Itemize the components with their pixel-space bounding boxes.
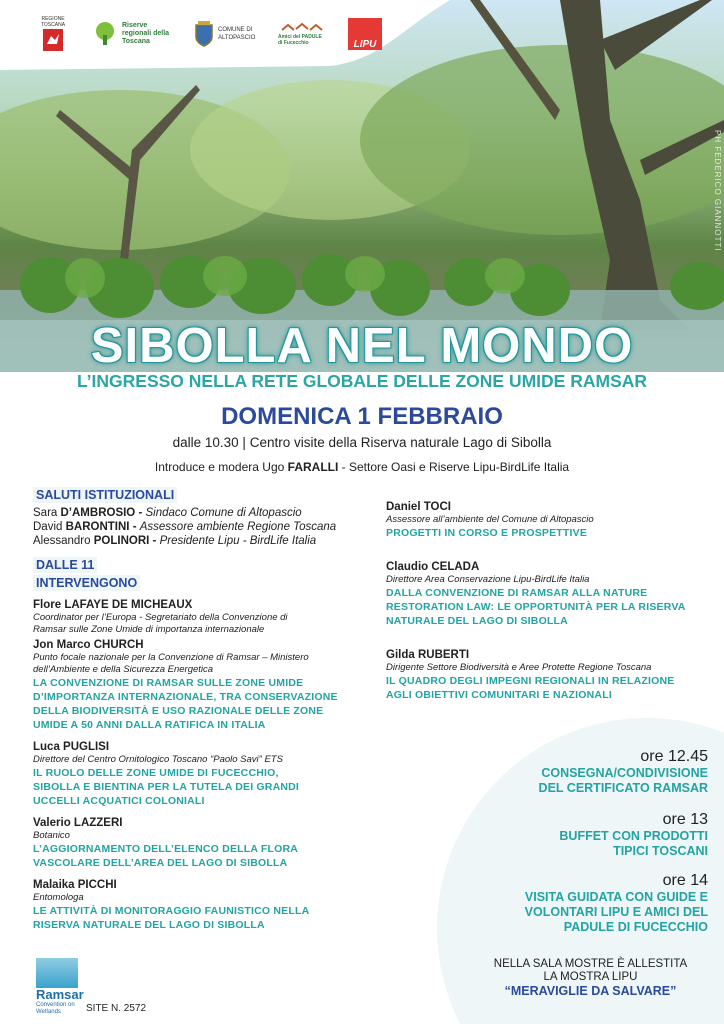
photo-credit: PH FEDERICO GIANNOTTI [713, 130, 722, 252]
schedule-time: ore 14 [662, 872, 708, 889]
dalle11-line1: DALLE 11 [33, 557, 97, 573]
exhibition-note [473, 958, 708, 998]
regione-toscana-logo [38, 16, 68, 52]
saluti-role: Sindaco Comune di Altopascio [145, 507, 302, 519]
program-right-column [386, 500, 711, 702]
speaker [386, 560, 711, 628]
speaker-first-name: Valerio [33, 817, 71, 829]
saluti-row [33, 534, 378, 548]
regione-logo-text: REGIONE TOSCANA [40, 16, 66, 28]
saluti-row [33, 520, 378, 534]
speaker-name [386, 500, 711, 514]
speaker-role: Coordinator per l’Europa - Segretariato della Convenzione di [33, 612, 288, 623]
talk-title: UCCELLI ACQUATICI COLONIALI [33, 795, 205, 807]
speaker-first-name: Jon Marco [33, 639, 91, 651]
speaker-name [33, 740, 378, 754]
talk-title: L’AGGIORNAMENTO DELL’ELENCO DELLA FLORA [33, 843, 299, 855]
talk-title: LE ATTIVITÀ DI MONITORAGGIO FAUNISTICO NELLA [33, 905, 310, 917]
speaker-name [386, 648, 711, 662]
talk-title: NATURALE DEL LAGO DI SIBOLLA [386, 615, 568, 627]
moderator-name: FARALLI [287, 460, 339, 474]
saluti-last-name: D’AMBROSIO - [60, 507, 143, 519]
speaker [33, 816, 378, 870]
speaker-role: Ramsar sulle Zone Umide di importanza internazionale [33, 624, 265, 635]
speaker [33, 878, 378, 932]
dalle11-heading [33, 556, 378, 592]
saluti-role: Presidente Lipu - BirdLife Italia [159, 535, 317, 547]
talk-title: SIBOLLA E BIENTINA PER LA TUTELA DEI GRANDI [33, 781, 300, 793]
riserve-logo-text: Riserve regionali della Toscana [122, 22, 170, 45]
speaker-last-name: RUBERTI [417, 649, 470, 661]
speaker-last-name: CHURCH [93, 639, 144, 651]
talk-title: DALLA CONVENZIONE DI RAMSAR ALLA NATURE [386, 587, 648, 599]
speaker-name [33, 638, 378, 652]
moderator-suffix: - Settore Oasi e Riserve Lipu-BirdLife Italia [341, 460, 570, 474]
speaker-role: Botanico [33, 830, 70, 841]
speaker-role: Punto focale nazionale per la Convenzione di Ramsar – Ministero [33, 652, 309, 663]
speaker-role: Entomologa [33, 892, 84, 903]
tree-icon [92, 21, 118, 47]
amici-padule-logo [278, 22, 324, 46]
speaker [33, 638, 378, 732]
speaker-role: Assessore all’ambiente del Comune di Altopascio [386, 514, 594, 525]
talk-title: DELLA BIODIVERSITÀ E USO RAZIONALE DELLE ZONE [33, 705, 324, 717]
talk-title: IL QUADRO DEGLI IMPEGNI REGIONALI IN RELAZIONE [386, 675, 675, 687]
speaker-last-name: PICCHI [77, 879, 117, 891]
lake-photo [0, 0, 724, 372]
exhibition-line2: LA MOSTRA LIPU [543, 971, 638, 983]
speaker [386, 648, 711, 702]
schedule-item [525, 872, 708, 935]
lipu-logo-text: LIPU [353, 39, 377, 50]
birds-icon [278, 22, 324, 34]
speaker-first-name: Luca [33, 741, 60, 753]
speaker [33, 740, 378, 808]
schedule-activity: DEL CERTIFICATO RAMSAR [538, 781, 708, 795]
speaker-role: dell’Ambiente e della Sicurezza Energetica [33, 664, 214, 675]
amici-logo-text: Amici del PADULE di Fucecchio [278, 34, 322, 46]
saluti-list [33, 506, 378, 548]
speaker-last-name: PUGLISI [63, 741, 110, 753]
speaker-first-name: Claudio [386, 561, 429, 573]
speaker-first-name: Gilda [386, 649, 415, 661]
talk-title: VASCOLARE DELL’AREA DEL LAGO DI SIBOLLA [33, 857, 288, 869]
schedule-activity: VOLONTARI LIPU E AMICI DEL [524, 905, 708, 919]
right-speaker-list [386, 500, 711, 702]
event-title: SIBOLLA NEL MONDO [90, 319, 634, 373]
schedule-item [559, 811, 708, 859]
saluti-first-name: Sara [33, 507, 58, 519]
talk-title: UMIDE A 50 ANNI DALLA RATIFICA IN ITALIA [33, 719, 266, 731]
saluti-last-name: BARONTINI - [65, 521, 137, 533]
talk-title: IL RUOLO DELLE ZONE UMIDE DI FUCECCHIO, [33, 767, 279, 779]
speaker-first-name: Daniel [386, 501, 421, 513]
ramsar-small: Convention on Wetlands [36, 1002, 75, 1015]
speaker-last-name: LAZZERI [73, 817, 123, 829]
saluti-first-name: David [33, 521, 63, 533]
talk-title: AGLI OBIETTIVI COMUNITARI E NAZIONALI [386, 689, 612, 701]
speaker-last-name: TOCI [423, 501, 451, 513]
dalle11-line2: INTERVENGONO [33, 575, 140, 591]
moderator-prefix: Introduce e modera Ugo [154, 460, 285, 474]
saluti-role: Assessore ambiente Regione Toscana [139, 521, 337, 533]
wetland-wave-icon [36, 958, 78, 988]
comune-logo [194, 21, 254, 47]
speaker-name [33, 816, 378, 830]
schedule-activity: TIPICI TOSCANI [613, 844, 708, 858]
site-number: SITE N. 2572 [86, 1003, 147, 1014]
speaker-role: Dirigente Settore Biodiversità e Aree Protette Regione Toscana [386, 662, 652, 673]
speaker-last-name: LAFAYE DE MICHEAUX [64, 599, 193, 611]
schedule-activity: VISITA GUIDATA CON GUIDE E [524, 890, 708, 904]
left-speaker-list [33, 598, 378, 932]
schedule-activity: PADULE DI FUCECCHIO [563, 920, 708, 934]
speaker [386, 500, 711, 540]
speaker-role: Direttore del Centro Ornitologico Toscano “Paolo Savi” ETS [33, 754, 283, 765]
schedule-activity: CONSEGNA/CONDIVISIONE [541, 766, 708, 780]
ramsar-word: Ramsar [36, 987, 84, 1002]
event-subtitle: L’INGRESSO NELLA RETE GLOBALE DELLE ZONE UMIDE RAMSAR [76, 371, 648, 391]
exhibition-line1: NELLA SALA MOSTRE È ALLESTITA [493, 958, 688, 970]
schedule-item [539, 748, 708, 796]
lipu-logo [348, 18, 382, 50]
moderator-line [0, 460, 724, 474]
talk-title: D’IMPORTANZA INTERNAZIONALE, TRA CONSERVAZIONE [33, 691, 338, 703]
talk-title: RESTORATION LAW: LE OPPORTUNITÀ PER LA RISERVA [386, 601, 686, 613]
comune-logo-text: COMUNE DI ALTOPASCIO [218, 27, 256, 41]
speaker-first-name: Malaika [33, 879, 75, 891]
speaker-name [33, 878, 378, 892]
logo-row [38, 14, 382, 54]
saluti-first-name: Alessandro [33, 535, 91, 547]
speaker-last-name: CELADA [431, 561, 480, 573]
schedule-time: ore 12.45 [640, 748, 708, 765]
riserve-logo [92, 21, 170, 47]
saluti-row [33, 506, 378, 520]
speaker-name [33, 598, 378, 612]
ramsar-logo [36, 958, 84, 1016]
speaker [33, 598, 378, 636]
saluti-last-name: POLINORI - [93, 535, 157, 547]
talk-title: LA CONVENZIONE DI RAMSAR SULLE ZONE UMIDE [33, 677, 304, 689]
exhibition-title: “MERAVIGLIE DA SALVARE” [504, 984, 677, 998]
speaker-first-name: Flore [33, 599, 62, 611]
speaker-name [386, 560, 711, 574]
schedule-time: ore 13 [662, 811, 708, 828]
talk-title: PROGETTI IN CORSO E PROSPETTIVE [386, 527, 588, 539]
talk-title: RISERVA NATURALE DEL LAGO DI SIBOLLA [33, 919, 265, 931]
program-left-column [33, 486, 378, 932]
event-place: dalle 10.30 | Centro visite della Riserva naturale Lago di Sibolla [172, 435, 552, 450]
saluti-heading: SALUTI ISTITUZIONALI [33, 487, 177, 503]
event-date: DOMENICA 1 FEBBRAIO [221, 403, 503, 430]
speaker-role: Direttore Area Conservazione Lipu-BirdLife Italia [386, 574, 590, 585]
schedule-activity: BUFFET CON PRODOTTI [559, 829, 708, 843]
pegasus-shield-icon [42, 28, 64, 52]
crest-icon [194, 21, 214, 47]
